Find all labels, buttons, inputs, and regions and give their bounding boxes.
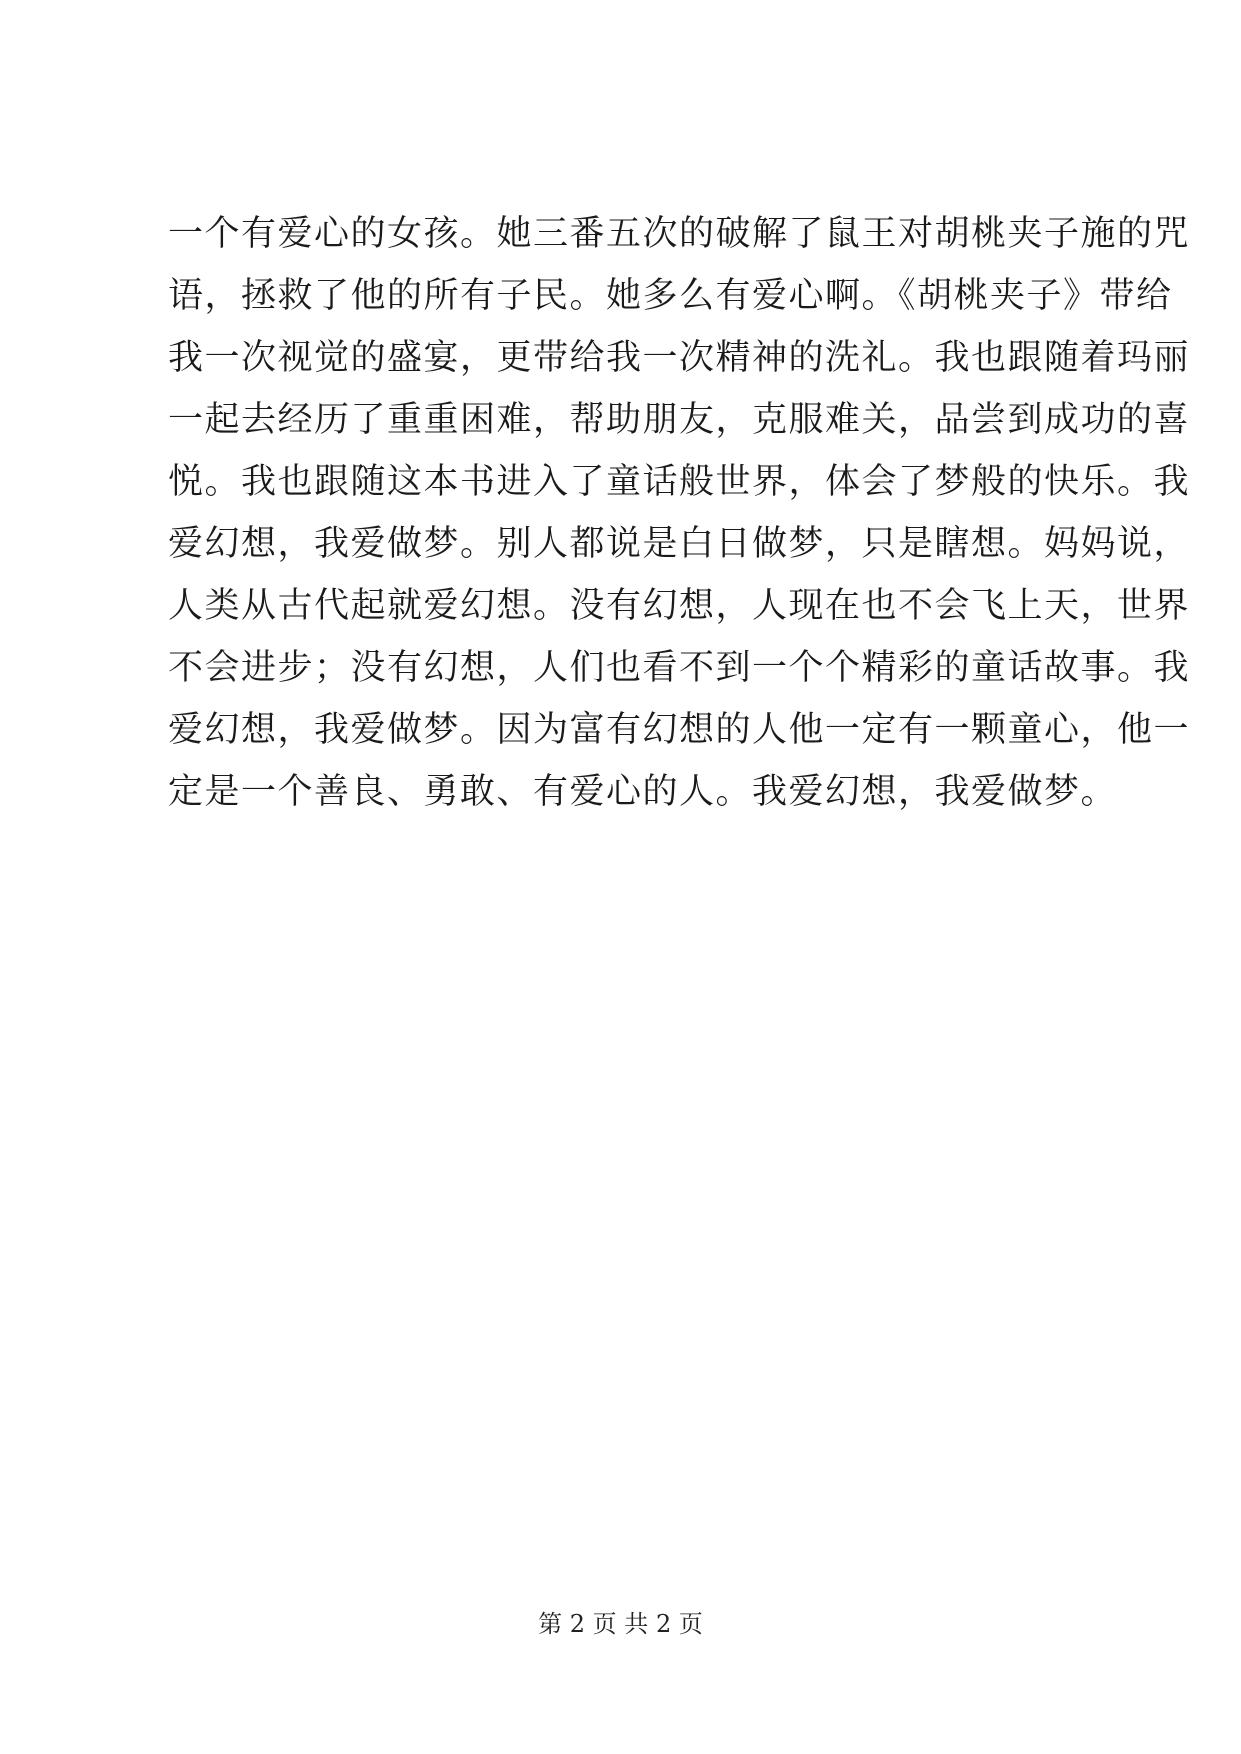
text-line: 语，拯救了他的所有子民。她多么有爱心啊。《胡桃夹子》带给: [168, 276, 1173, 316]
page-footer: 第 2 页 共 2 页: [538, 1610, 703, 1638]
text-line: 一起去经历了重重困难，帮助朋友，克服难关，品尝到成功的喜: [168, 400, 1191, 440]
text-line: 爱幻想，我爱做梦。别人都说是白日做梦，只是瞎想。妈妈说，: [168, 524, 1191, 564]
text-line: 悦。我也跟随这本书进入了童话般世界，体会了梦般的快乐。我: [168, 462, 1191, 502]
text-line: 一个有爱心的女孩。她三番五次的破解了鼠王对胡桃夹子施的咒: [168, 214, 1191, 254]
text-line: 定是一个善良、勇敢、有爱心的人。我爱幻想，我爱做梦。: [168, 772, 1118, 812]
text-line: 人类从古代起就爱幻想。没有幻想，人现在也不会飞上天，世界: [168, 586, 1191, 626]
text-line: 我一次视觉的盛宴，更带给我一次精神的洗礼。我也跟随着玛丽: [168, 338, 1191, 378]
body-text: [168, 203, 1191, 823]
text-line: 不会进步；没有幻想，人们也看不到一个个精彩的童话故事。我: [168, 648, 1191, 688]
text-line: 爱幻想，我爱做梦。因为富有幻想的人他一定有一颗童心，他一: [168, 710, 1191, 750]
